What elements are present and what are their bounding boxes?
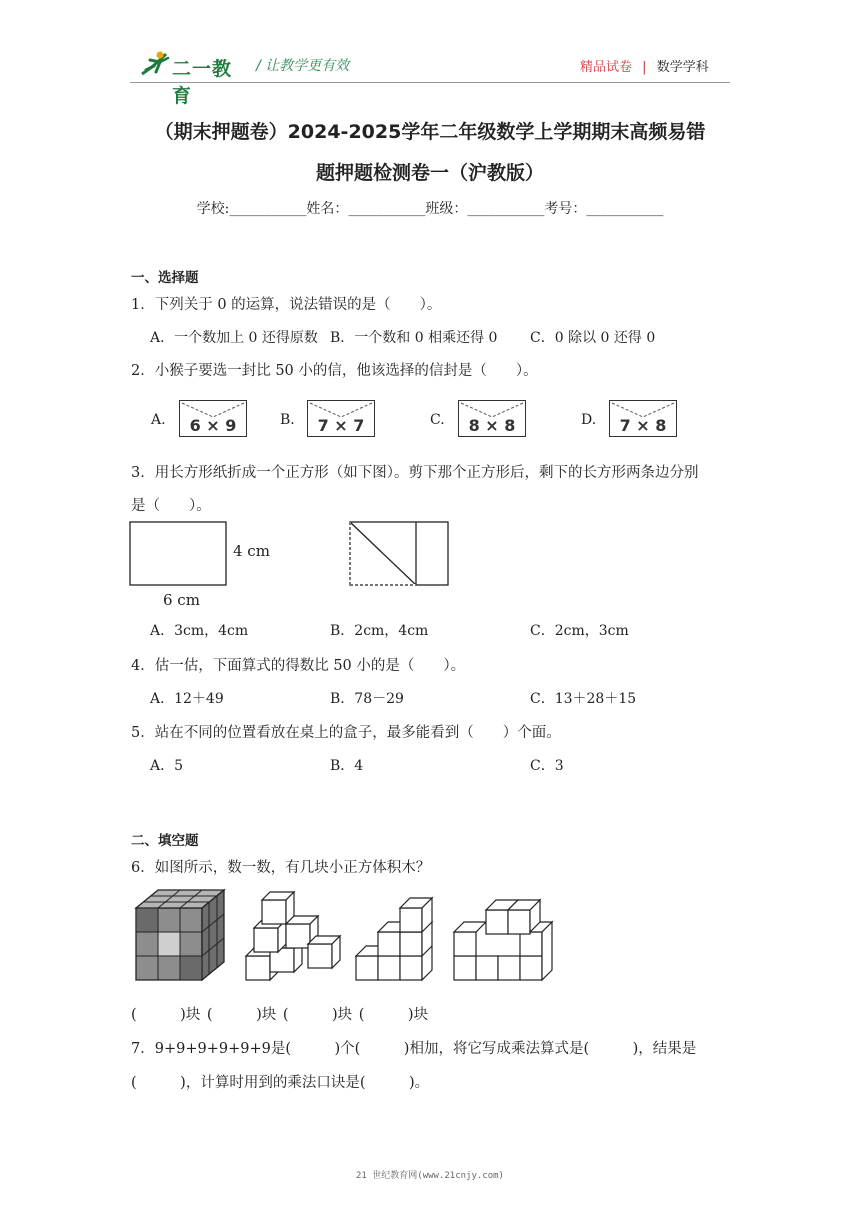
section-choice-heading: 一、选择题 [131, 270, 199, 286]
header-label-quality: 精品试卷 [580, 60, 633, 75]
envelope-a-text: 6 × 9 [189, 416, 237, 435]
question-6-stem: 6．如图所示，数一数，有几块小正方体积木？ [131, 860, 431, 876]
question-3-option-b: B．2cm，4cm [330, 623, 429, 639]
question-4-option-c: C．13＋28＋15 [530, 691, 637, 707]
envelope-d-text: 7 × 8 [619, 416, 667, 435]
envelope-b-text: 7 × 7 [317, 416, 365, 435]
cube-figure-3 [356, 898, 432, 980]
question-4-stem: 4．估一估，下面算式的得数比 50 小的是（ ）。 [131, 658, 466, 674]
page-title-line2: 题押题检测卷一（沪教版） [315, 162, 544, 184]
question-5-option-c: C．3 [530, 758, 564, 774]
cube-figures [130, 884, 570, 989]
question-6-answers: ( )块 ( )块 ( )块 ( )块 [131, 1007, 429, 1023]
question-2-label-c: C. [430, 412, 445, 428]
header-label-subject: 数学学科 [656, 60, 709, 75]
question-3-stem-line2: 是（ ）。 [131, 498, 211, 514]
section-fill-heading: 二、填空题 [131, 833, 199, 849]
question-4-option-b: B．78－29 [330, 691, 404, 707]
question-2-label-d: D. [581, 412, 597, 428]
question-3-option-c: C．2cm，3cm [530, 623, 629, 639]
question-3-option-a: A．3cm，4cm [150, 623, 249, 639]
footer-source: 21 世纪教育网(www.21cnjy.com) [356, 1171, 504, 1181]
question-1-option-b: B．一个数和 0 相乘还得 0 [330, 330, 498, 346]
rectangle-shape [130, 522, 226, 585]
folded-rectangle-shape [350, 522, 448, 585]
question-7-line2: ( )，计算时用到的乘法口诀是( )。 [131, 1075, 430, 1091]
question-7-line1: 7．9+9+9+9+9+9是( )个( )相加，将它写成乘法算式是( )，结果是 [131, 1041, 697, 1057]
envelope-b [307, 400, 375, 437]
question-4-option-a: A．12＋49 [150, 691, 224, 707]
header-divider: | [642, 60, 647, 75]
question-1-stem: 1．下列关于 0 的运算，说法错误的是（ ）。 [131, 297, 442, 313]
page-title-line1: （期末押题卷）2024-2025学年二年级数学上学期期末高频易错 [154, 121, 706, 143]
question-1-option-a: A．一个数加上 0 还得原数 [150, 330, 318, 346]
header-rule [130, 82, 730, 83]
question-2-label-b: B. [280, 412, 295, 428]
question-2-label-a: A. [151, 412, 166, 428]
envelope-c-text: 8 × 8 [468, 416, 516, 435]
cube-figure-1 [136, 890, 224, 980]
running-figure-icon [136, 48, 172, 78]
question-5-stem: 5．站在不同的位置看放在桌上的盒子，最多能看到（ ）个面。 [131, 725, 561, 741]
question-5-option-b: B．4 [330, 758, 364, 774]
question-2-stem: 2．小猴子要选一封比 50 小的信，他该选择的信封是（ ）。 [131, 363, 538, 379]
cube-figure-4 [454, 900, 552, 980]
envelope-a [179, 400, 247, 437]
question-5-option-a: A．5 [150, 758, 184, 774]
cube-figure-2 [246, 892, 340, 980]
height-label: 4 cm [233, 542, 270, 560]
question-1-option-c: C．0 除以 0 还得 0 [530, 330, 656, 346]
question-3-stem-line1: 3．用长方形纸折成一个正方形（如下图）。剪下那个正方形后，剩下的长方形两条边分别 [131, 465, 699, 481]
envelope-c [458, 400, 526, 437]
slogan: / 让教学更有效 [256, 58, 350, 74]
logo-text: 二一教育 [172, 58, 233, 107]
envelope-d [609, 400, 677, 437]
student-info: 学校:___________姓名：___________班级：___________考号：___________ [196, 201, 664, 217]
logo [136, 48, 246, 107]
width-label: 6 cm [163, 591, 200, 609]
